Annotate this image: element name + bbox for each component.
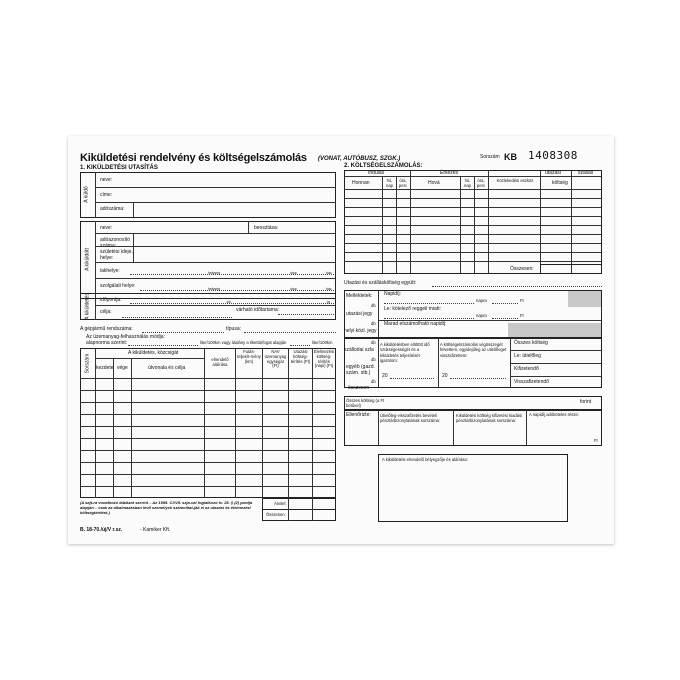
travel-ticket-label: utazási jegy (346, 311, 373, 317)
col-month-day-1: hó, nap (386, 178, 393, 189)
breakfast-per-day: napra (476, 313, 487, 318)
vehicle-plate-label: A gépjármű rendszáma: (80, 326, 133, 332)
form-code: B. 18-70./új/V r.sz. (80, 527, 123, 533)
fuel-method-label: Az üzemanyag-felhasználás módja: (86, 334, 165, 340)
trip-to-label: -ig (326, 300, 330, 304)
advance-deduction-label: Le: útielőleg (514, 353, 541, 359)
table-km-header: Futás-teljesít-mény (km) (237, 349, 261, 364)
ticket-db: db (371, 303, 376, 308)
sender-name-label: neve: (100, 177, 113, 183)
col-cost: költség (552, 180, 568, 186)
hotel-invoice-label: szállodai szla (344, 347, 374, 353)
payable-label: Kifizetendő (514, 366, 539, 372)
serial-prefix: KB (504, 152, 517, 162)
docs-total-label: összesen (348, 385, 370, 391)
certify-right-text: A költségelszámolás végösszegét felvettem, egyidejűleg az utielőleget visszafizettem: (440, 342, 507, 358)
local-transport-label: helyi közl. jegy (344, 328, 377, 334)
local-db: db (371, 321, 376, 326)
table-trip-header: A kiküldetés, közcsigát (128, 350, 179, 356)
trip-purpose-label: célja: (100, 309, 112, 315)
refund-label: Visszafizetendő (514, 379, 549, 385)
total-label: Összesen: (266, 512, 286, 517)
sender-address-label: címe: (100, 192, 113, 198)
form-sheet (68, 136, 614, 544)
fuel-unit2-label: liter/100km (312, 340, 333, 345)
delegate-birth-label: születési ideje, helye: (100, 249, 133, 261)
footnote: (A sajt-ra vonatkozó táblázat szerint – Az 1995. CXVII. szja-val foglalkozó tv. 25. § (2) pontja alapján – csak az alkalmazásban lévő személyek számolhat-ják el az utazási és élelmezési költségtérítést.) (80, 500, 253, 516)
trip-time-label: időpontja: (100, 297, 122, 303)
col-lodging: szállás (578, 170, 594, 176)
residence-house-label: ház (326, 271, 332, 275)
section1-title: 1. KIKÜLDETÉSI UTASÍTÁS (80, 165, 158, 171)
publisher: - Kamiker Kft. (140, 527, 171, 533)
delegate-residence-label: lakhelye: (100, 268, 120, 274)
checked-by-label: Ellenőrizte: (346, 412, 371, 418)
stamp-box (378, 454, 568, 522)
delegate-workplace-label: szolgálati helye: (100, 283, 136, 289)
col-departure: Indulás (368, 170, 385, 176)
form-title: Kiküldetési rendelvény és költségelszámolás (80, 152, 307, 164)
total-db: db (371, 379, 376, 384)
serial-number: 1408308 (528, 149, 578, 162)
certify-right-year: 20 (442, 373, 448, 379)
workplace-street-label: utca (290, 287, 297, 291)
delegate-name-label: neve: (100, 225, 113, 231)
workplace-house-label: ház (326, 287, 332, 291)
fuel-unit-label: liter/100km vagy átalány a tikettárfogat alapján (200, 340, 287, 345)
section2-title: 2. KÖLTSÉGELSZÁMOLÁS: (344, 163, 423, 169)
total-cost-label: Összes költség (514, 340, 548, 346)
table-approver-header: elrendelő aláírása (211, 357, 229, 367)
certify-left-year: 20 (382, 373, 388, 379)
breakfast-ft: Ft (520, 313, 524, 318)
delegate-side-label: A kiküldött (84, 248, 91, 271)
refund-receipt-label: Útielőleg-visszafizetés bevételi pénztárbizonylatának sorszáma: (380, 413, 441, 424)
table-cost-header: Utazási költség-térítés (Ft) (290, 349, 311, 364)
table-route-header: útvonala és célja (148, 365, 186, 371)
expense-sum-label: Összesen: (510, 266, 534, 272)
certify-left-text: A kiküldetésben elöltött idő szükségességét és a kiküldetés teljesítését igazolom: (380, 342, 430, 363)
hotel-db: db (371, 340, 376, 345)
sender-tax-label: adószáma: (100, 206, 125, 212)
carry-label: Átvitel: (274, 501, 287, 506)
daily-ft: Ft (520, 298, 524, 303)
taxable-daily-ft: Ft (594, 438, 598, 443)
breakfast-deduction-label: Le: kötelező reggeli miatt: (384, 306, 441, 312)
table-fuel-header: NAV üzemanyag egységár (Ft) (264, 349, 287, 369)
daily-per-day: napra (476, 298, 487, 303)
col-hour-min-1: óra, perc (398, 178, 408, 189)
table-lodging-header: Élelmezési költség-térítés (napi) (Ft) (313, 349, 335, 369)
table-no-header: Sorszám (84, 353, 91, 374)
daily-allowance-label: Napidíj: (384, 291, 401, 297)
col-month-day-2: hó, nap (464, 178, 471, 189)
table-start-header: kezdete (96, 365, 114, 371)
grand-total-unit: forint (580, 399, 592, 405)
stamp-label: A kiküldetést elrendelő bélyegzője és aláírása: (382, 457, 468, 462)
table-end-header: vége (117, 365, 128, 371)
col-to: Hová (428, 180, 440, 186)
trip-from-label: -tól (226, 300, 231, 304)
workplace-city-label: helység (208, 287, 221, 291)
payout-receipt-label: Kiküldetési költség kifizetési kiadási pénztárbizonylatának sorszáma: (456, 413, 523, 424)
trip-expected-label: várható időtartama: (236, 307, 280, 313)
other-docs-label: egyéb (gazd. szám. stb.) (346, 364, 375, 376)
transport-modes: (VONAT, AUTÓBUSZ, SZGK.) (318, 156, 401, 162)
col-arrival: Érkezés (440, 170, 459, 176)
grand-total-label: Összes költség (a Ft betűvel) (346, 398, 385, 409)
col-travel: utazási (545, 170, 561, 176)
col-hour-min-2: óra, perc (476, 178, 486, 189)
trip-side-label: A kiküldetés (84, 293, 91, 320)
serial-label: Sorszám (480, 154, 500, 160)
other-db: db (371, 357, 376, 362)
delegate-tax-label: adóazonosító száma: (100, 237, 131, 249)
col-from: Honnan (352, 180, 370, 186)
vehicle-type-label: típusa: (226, 326, 242, 332)
remaining-daily-label: Marad elszámolható napidíj: (384, 321, 447, 327)
residence-city-label: helység (208, 271, 221, 275)
fuel-basis-label: alapnorma szerint: (86, 340, 128, 346)
residence-street-label: utca (290, 271, 297, 275)
sender-side-label: A küldő (83, 186, 90, 203)
attachments-label: Mellékletek: (346, 293, 373, 299)
combined-cost-label: Utazási és szállásköltség együtt: (344, 280, 417, 286)
delegate-position-label: beosztása: (254, 225, 279, 231)
col-vehicle: Közlekedési eszköz (496, 178, 534, 183)
taxable-daily-label: A napidíj adóköteles része: (529, 412, 580, 417)
